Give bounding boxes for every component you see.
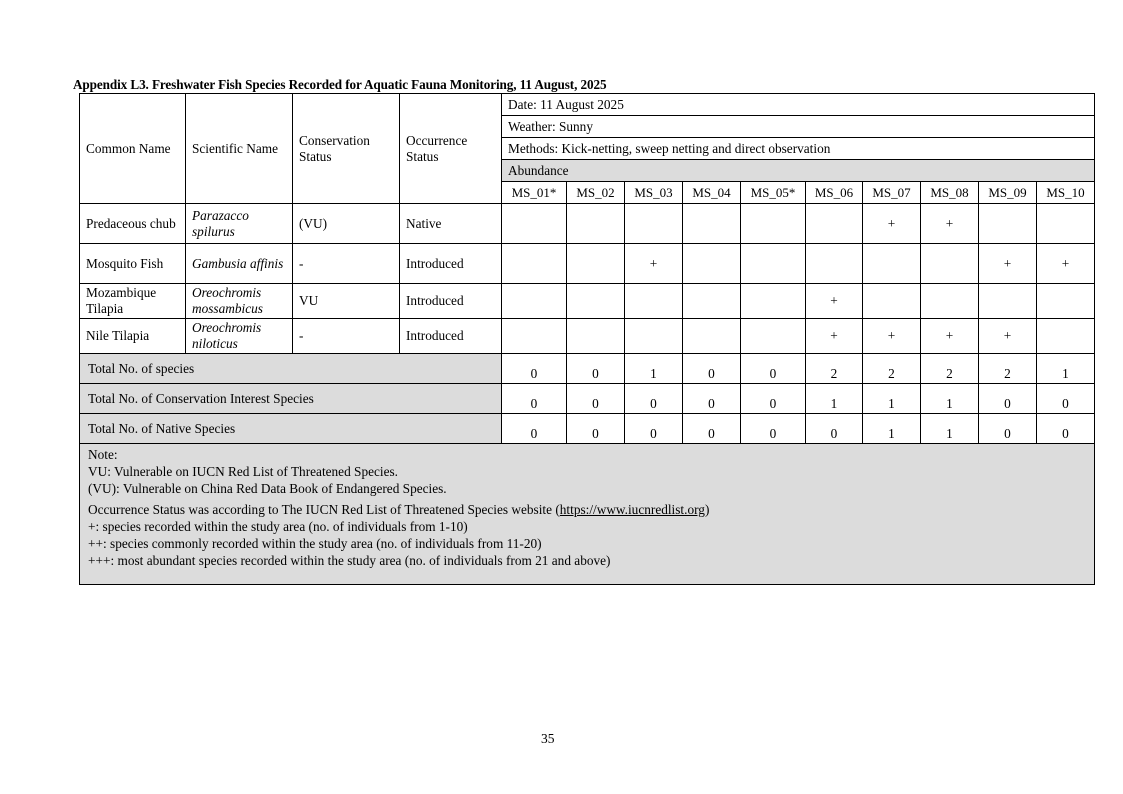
occurrence-status-cell: Introduced (400, 284, 502, 319)
conservation-status-cell: (VU) (293, 204, 400, 244)
abundance-cell (625, 284, 683, 319)
abundance-cell (741, 319, 806, 354)
abundance-cell (806, 244, 863, 284)
header-occurrence-status: Occurrence Status (400, 94, 502, 204)
total-value-cell: 0 (567, 384, 625, 414)
occurrence-status-cell: Native (400, 204, 502, 244)
page-number: 35 (541, 731, 555, 746)
header-weather: Weather: Sunny (502, 116, 1095, 138)
site-header-cell: MS_02 (567, 182, 625, 204)
total-value-cell: 1 (806, 384, 863, 414)
note-line: (VU): Vulnerable on China Red Data Book of Endangered Species. (88, 481, 447, 496)
total-value-cell: 0 (683, 354, 741, 384)
abundance-cell: + (921, 319, 979, 354)
abundance-cell: + (806, 284, 863, 319)
abundance-cell (979, 204, 1037, 244)
abundance-cell (1037, 284, 1095, 319)
scientific-name-cell: Gambusia affinis (186, 244, 293, 284)
common-name-cell: Mozambique Tilapia (80, 284, 186, 319)
abundance-cell: + (979, 319, 1037, 354)
total-value-cell: 0 (683, 414, 741, 444)
abundance-cell (625, 204, 683, 244)
total-value-cell: 0 (1037, 414, 1095, 444)
abundance-cell (921, 284, 979, 319)
abundance-cell: + (625, 244, 683, 284)
abundance-cell (683, 244, 741, 284)
total-value-cell: 1 (1037, 354, 1095, 384)
notes-cell (80, 444, 1095, 585)
conservation-status-cell: - (293, 244, 400, 284)
total-value-cell: 0 (741, 384, 806, 414)
site-header-cell: MS_10 (1037, 182, 1095, 204)
scientific-name-cell: Parazacco spilurus (186, 204, 293, 244)
abundance-cell (683, 284, 741, 319)
note-occurrence-line (88, 501, 1086, 518)
total-value-cell: 2 (806, 354, 863, 384)
total-value-cell: 0 (683, 384, 741, 414)
abundance-cell (567, 244, 625, 284)
total-value-cell: 0 (567, 354, 625, 384)
notes-row (80, 444, 1095, 585)
totals-label: Total No. of species (80, 354, 502, 384)
fish-species-table (79, 93, 1095, 585)
abundance-cell: + (979, 244, 1037, 284)
header-conservation-status: Conservation Status (293, 94, 400, 204)
total-value-cell: 0 (625, 384, 683, 414)
total-value-cell: 0 (502, 414, 567, 444)
species-row (80, 319, 1095, 354)
total-value-cell: 0 (806, 414, 863, 444)
abundance-cell (863, 244, 921, 284)
abundance-cell (567, 319, 625, 354)
scientific-name-cell: Oreochromis niloticus (186, 319, 293, 354)
abundance-cell (567, 284, 625, 319)
abundance-cell (863, 284, 921, 319)
conservation-status-cell: - (293, 319, 400, 354)
site-header-cell: MS_04 (683, 182, 741, 204)
abundance-cell (625, 319, 683, 354)
species-row (80, 284, 1095, 319)
occurrence-status-cell: Introduced (400, 244, 502, 284)
header-common-name: Common Name (80, 94, 186, 204)
site-header-cell: MS_05* (741, 182, 806, 204)
abundance-cell (683, 319, 741, 354)
species-row (80, 204, 1095, 244)
total-value-cell: 0 (979, 414, 1037, 444)
site-header-cell: MS_01* (502, 182, 567, 204)
abundance-cell (979, 284, 1037, 319)
table-title: Appendix L3. Freshwater Fish Species Recorded for Aquatic Fauna Monitoring, 11 August, 2025 (73, 77, 607, 92)
abundance-cell (502, 204, 567, 244)
abundance-cell (741, 284, 806, 319)
abundance-cell (683, 204, 741, 244)
common-name-cell: Mosquito Fish (80, 244, 186, 284)
abundance-cell: + (863, 204, 921, 244)
total-value-cell: 0 (502, 354, 567, 384)
note-line: ++: species commonly recorded within the study area (no. of individuals from 11-20) (88, 536, 542, 551)
total-value-cell: 2 (979, 354, 1037, 384)
total-value-cell: 2 (863, 354, 921, 384)
abundance-cell: + (921, 204, 979, 244)
abundance-cell (1037, 319, 1095, 354)
site-header-cell: MS_03 (625, 182, 683, 204)
abundance-cell (502, 319, 567, 354)
species-row (80, 244, 1095, 284)
note-line: +++: most abundant species recorded within the study area (no. of individuals from 21 and above) (88, 553, 611, 568)
abundance-cell (567, 204, 625, 244)
site-header-cell: MS_06 (806, 182, 863, 204)
iucn-link[interactable]: https://www.iucnredlist.org (559, 502, 705, 517)
common-name-cell: Predaceous chub (80, 204, 186, 244)
total-value-cell: 1 (625, 354, 683, 384)
abundance-cell (741, 204, 806, 244)
totals-label: Total No. of Native Species (80, 414, 502, 444)
abundance-cell (1037, 204, 1095, 244)
scientific-name-cell: Oreochromis mossambicus (186, 284, 293, 319)
total-value-cell: 1 (921, 414, 979, 444)
total-value-cell: 0 (741, 354, 806, 384)
total-value-cell: 1 (863, 384, 921, 414)
abundance-cell (502, 244, 567, 284)
note-line: +: species recorded within the study area (no. of individuals from 1-10) (88, 519, 468, 534)
header-scientific-name: Scientific Name (186, 94, 293, 204)
abundance-cell (806, 204, 863, 244)
total-value-cell: 2 (921, 354, 979, 384)
site-header-cell: MS_07 (863, 182, 921, 204)
header-date: Date: 11 August 2025 (502, 94, 1095, 116)
note-line: Note: (88, 447, 118, 462)
abundance-cell (921, 244, 979, 284)
header-abundance: Abundance (502, 160, 1095, 182)
abundance-cell: + (806, 319, 863, 354)
totals-row (80, 384, 1095, 414)
note-occurrence-prefix: Occurrence Status was according to The IUCN Red List of Threatened Species website ( (88, 502, 560, 517)
header-methods: Methods: Kick-netting, sweep netting and direct observation (502, 138, 1095, 160)
total-value-cell: 0 (502, 384, 567, 414)
site-header-cell: MS_08 (921, 182, 979, 204)
total-value-cell: 0 (625, 414, 683, 444)
conservation-status-cell: VU (293, 284, 400, 319)
total-value-cell: 1 (921, 384, 979, 414)
note-line: VU: Vulnerable on IUCN Red List of Threatened Species. (88, 464, 399, 479)
totals-label: Total No. of Conservation Interest Species (80, 384, 502, 414)
total-value-cell: 0 (567, 414, 625, 444)
common-name-cell: Nile Tilapia (80, 319, 186, 354)
site-header-cell: MS_09 (979, 182, 1037, 204)
abundance-cell: + (863, 319, 921, 354)
note-occurrence-suffix: ) (704, 502, 710, 517)
total-value-cell: 0 (1037, 384, 1095, 414)
total-value-cell: 1 (863, 414, 921, 444)
totals-row (80, 414, 1095, 444)
total-value-cell: 0 (741, 414, 806, 444)
abundance-cell (741, 244, 806, 284)
abundance-cell (502, 284, 567, 319)
occurrence-status-cell: Introduced (400, 319, 502, 354)
totals-row (80, 354, 1095, 384)
total-value-cell: 0 (979, 384, 1037, 414)
abundance-cell: + (1037, 244, 1095, 284)
